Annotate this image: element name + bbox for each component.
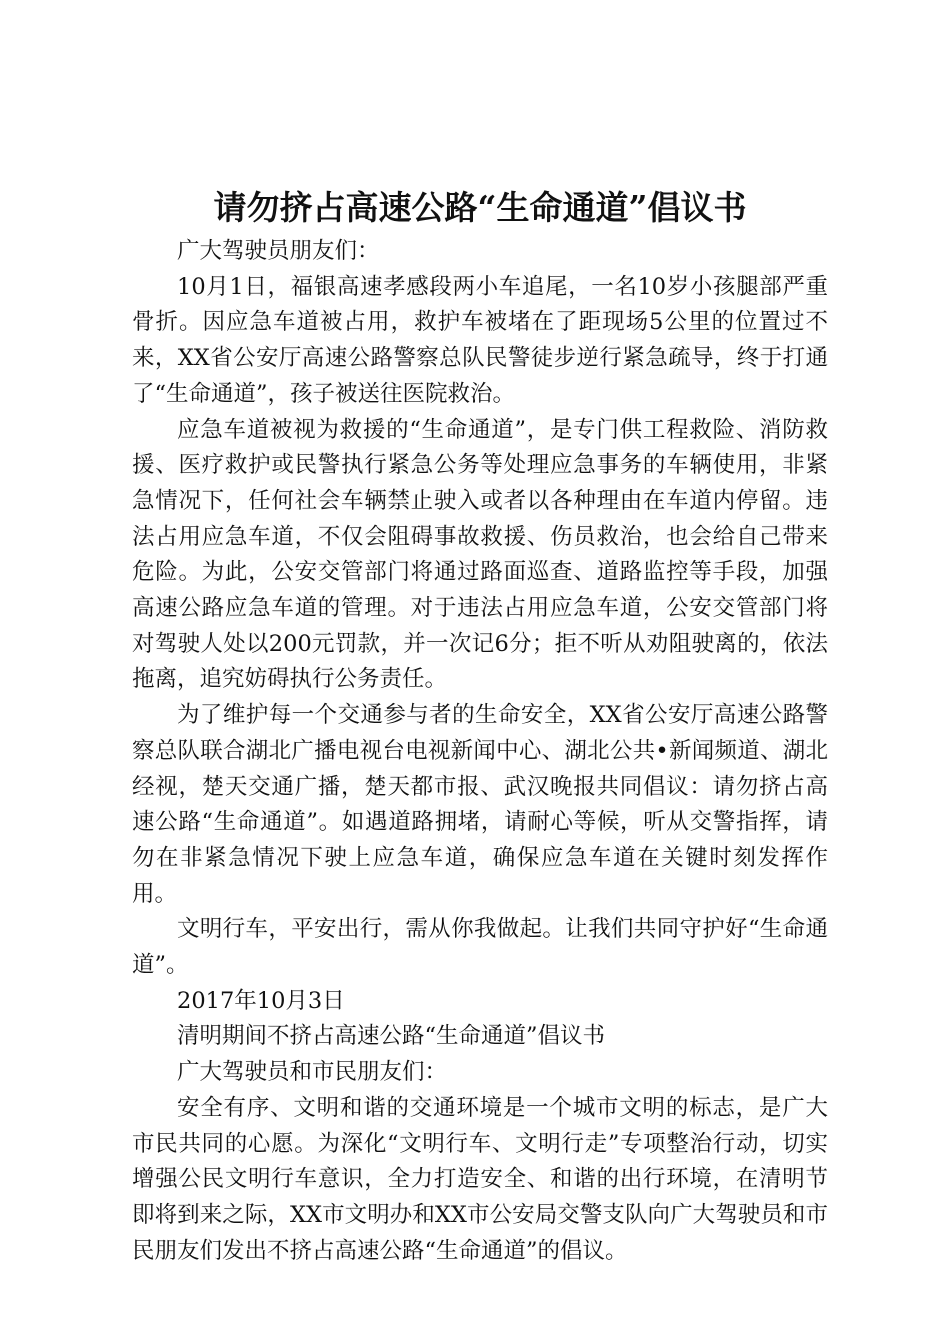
salutation: 广大驾驶员朋友们： (177, 238, 380, 264)
paragraph-incident: 10月1日，福银高速孝感段两小车追尾，一名10岁小孩腿部严重骨折。因应急车道被占用，救护车被堵在了距现场5公里的位置过不来，XX省公安厅高速公路警察总队民警徒步逆行紧急疏导，终于打通了“生命通道”，孩子被送往医院救治。 (132, 273, 828, 407)
paragraph-emergency-lane: 应急车道被视为救援的“生命通道”，是专门供工程救险、消防救援、医疗救护或民警执行紧急公务等处理应急事务的车辆使用，非紧急情况下，任何社会车辆禁止驶入或者以各种理由在车道内停留。违法占用应急车道，不仅会阻碍事故救援、伤员救治，也会给自己带来危险。为此，公安交管部门将通过路面巡查、道路监控等手段，加强高速公路应急车道的管理。对于违法占用应急车道，公安交管部门将对驾驶人处以200元罚款，并一次记6分；拒不听从劝阻驶离的，依法拖离，追究妨碍执行公务责任。 (132, 416, 828, 693)
document-title: 请勿挤占高速公路“生命通道”倡议书 (213, 188, 747, 227)
paragraph-civilized-traffic: 安全有序、文明和谐的交通环境是一个城市文明的标志，是广大市民共同的心愿。为深化“文明行车、文明行走”专项整治行动，切实增强公民文明行车意识，全力打造安全、和谐的出行环境，在清明节即将到来之际，XX市文明办和XX市公安局交警支队向广大驾驶员和市民朋友们发出不挤占高速公路“生命通道”的倡议。 (132, 1094, 828, 1264)
paragraph-closing: 文明行车，平安出行，需从你我做起。让我们共同守护好“生命通道”。 (132, 916, 828, 979)
document-body (132, 182, 828, 1269)
paragraph-joint-initiative: 为了维护每一个交通参与者的生命安全，XX省公安厅高速公路警察总队联合湖北广播电视台电视新闻中心、湖北公共•新闻频道、湖北经视，楚天交通广播，楚天都市报、武汉晚报共同倡议：请勿挤占高速公路“生命通道”。如遇道路拥堵，请耐心等候，听从交警指挥，请勿在非紧急情况下驶上应急车道，确保应急车道在关键时刻发挥作用。 (132, 702, 828, 907)
second-salutation: 广大驾驶员和市民朋友们： (177, 1059, 448, 1086)
second-document-title: 清明期间不挤占高速公路“生命通道”倡议书 (177, 1023, 606, 1050)
document-date: 2017年10月3日 (177, 987, 345, 1014)
